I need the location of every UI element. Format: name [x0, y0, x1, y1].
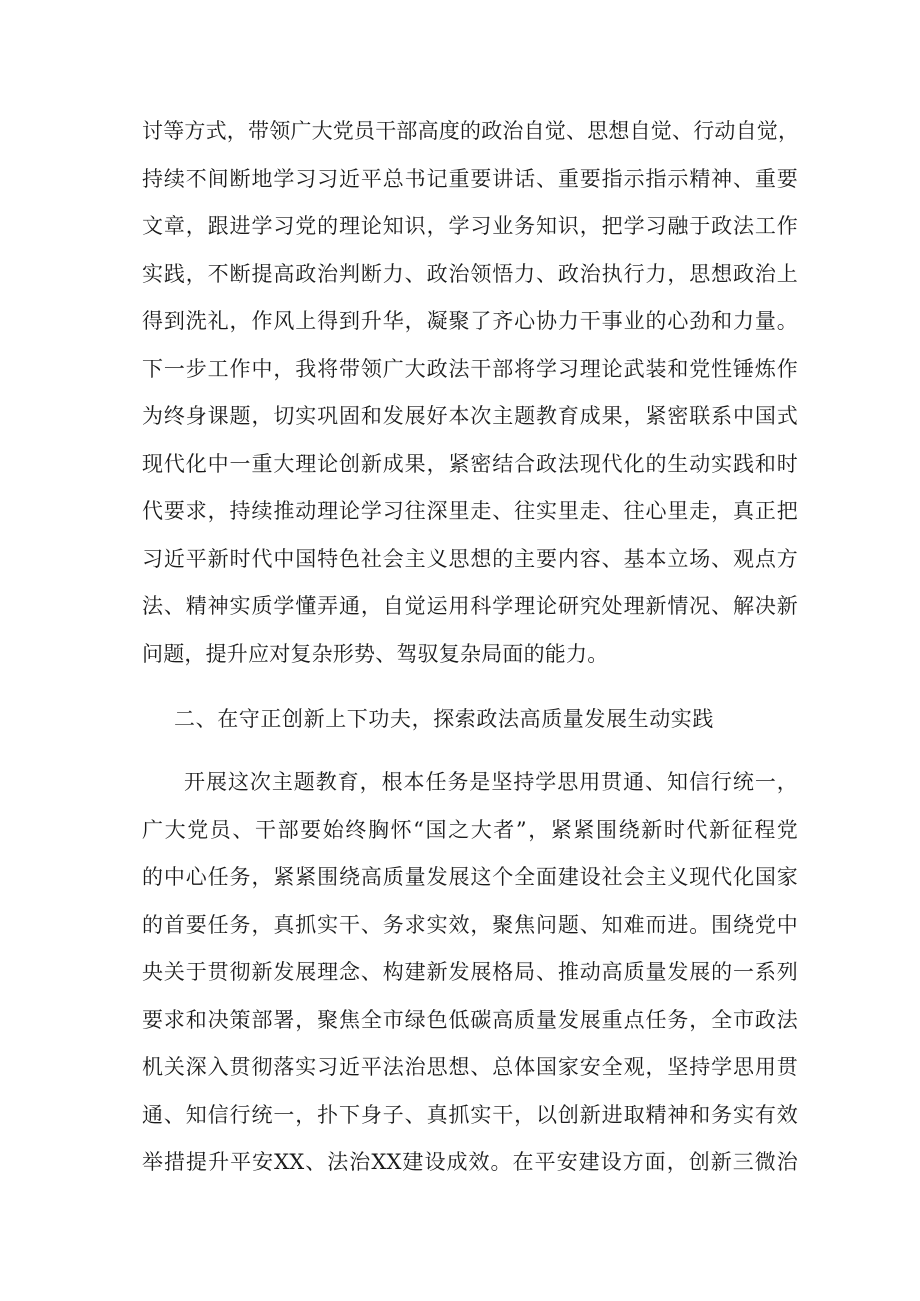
paragraph-line: 开展这次主题教育，根本任务是坚持学思用贯通、知信行统一，: [184, 770, 798, 794]
paragraph-line: 通、知信行统一，扑下身子、真抓实干，以创新进取精神和务实有效: [142, 1103, 798, 1127]
paragraph-line: 的中心任务，紧紧围绕高质量发展这个全面建设社会主义现代化国家: [142, 865, 798, 889]
paragraph-line: 持续不间断地学习习近平总书记重要讲话、重要指示指示精神、重要: [142, 167, 798, 191]
paragraph-line: 问题，提升应对复杂形势、驾驭复杂局面的能力。: [142, 642, 609, 666]
paragraph-line: 讨等方式，带领广大党员干部高度的政治自觉、思想自觉、行动自觉，: [142, 119, 800, 143]
paragraph-line: 实践，不断提高政治判断力、政治领悟力、政治执行力，思想政治上: [142, 262, 798, 286]
paragraph-line: 举措提升平安XX、法治XX建设成效。在平安建设方面，创新三微治: [142, 1150, 798, 1174]
paragraph-line: 下一步工作中，我将带领广大政法干部将学习理论武装和党性锤炼作: [142, 357, 798, 381]
paragraph-line: 广大党员、干部要始终胸怀“国之大者”，紧紧围绕新时代新征程党: [142, 818, 798, 842]
paragraph-line: 机关深入贯彻落实习近平法治思想、总体国家安全观，坚持学思用贯: [142, 1055, 798, 1079]
paragraph-line: 为终身课题，切实巩固和发展好本次主题教育成果，紧密联系中国式: [142, 404, 798, 428]
paragraph-line: 央关于贯彻新发展理念、构建新发展格局、推动高质量发展的一系列: [142, 960, 798, 984]
paragraph-line: 现代化中一重大理论创新成果，紧密结合政法现代化的生动实践和时: [142, 452, 798, 476]
paragraph-line: 要求和决策部署，聚焦全市绿色低碳高质量发展重点任务，全市政法: [142, 1008, 798, 1032]
paragraph-line: 法、精神实质学懂弄通，自觉运用科学理论研究处理新情况、解决新: [142, 594, 798, 618]
section-heading: 二、在守正创新上下功夫，探索政法高质量发展生动实践: [174, 707, 714, 731]
paragraph-line: 代要求，持续推动理论学习往深里走、往实里走、往心里走，真正把: [142, 499, 798, 523]
paragraph-line: 的首要任务，真抓实干、务求实效，聚焦问题、知难而进。围绕党中: [142, 913, 798, 937]
paragraph-line: 习近平新时代中国特色社会主义思想的主要内容、基本立场、观点方: [142, 547, 798, 571]
paragraph-line: 文章，跟进学习党的理论知识，学习业务知识，把学习融于政法工作: [142, 214, 798, 238]
paragraph-line: 得到洗礼，作风上得到升华，凝聚了齐心协力干事业的心劲和力量。: [142, 309, 798, 333]
